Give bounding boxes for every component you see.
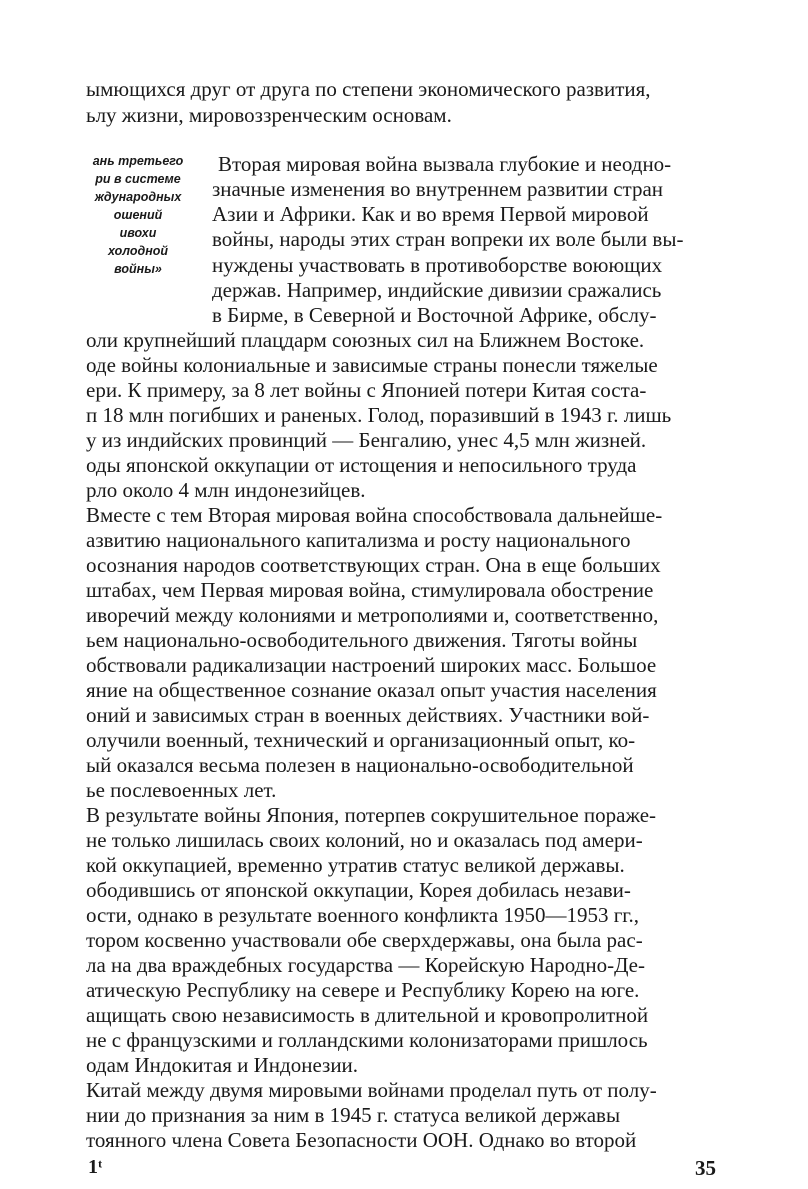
text-line: у из индийских провинций — Бенгалию, унес 4,5 млн жизней. <box>86 428 647 452</box>
text-line: войны, народы этих стран вопреки их воле были вы- <box>212 227 684 251</box>
text-line: оний и зависимых стран в военных действиях. Участники вой- <box>86 703 650 727</box>
text-line: ьлу жизни, мировоззренческим основам. <box>86 103 452 127</box>
text-line: значные изменения во внутреннем развитии стран <box>212 177 664 201</box>
text-line: п 18 млн погибших и раненых. Голод, поразивший в 1943 г. лишь <box>86 403 672 427</box>
sidebar-line: ошений <box>113 208 163 222</box>
text-line: олучили военный, технический и организационный опыт, ко- <box>86 728 636 752</box>
text-line: держав. Например, индийские дивизии сражались <box>212 278 662 302</box>
text-line: ый оказался весьма полезен в национально-освободительной <box>86 753 634 777</box>
text-line: не только лишилась своих колоний, но и оказалась под амери- <box>86 828 643 852</box>
text-line: штабах, чем Первая мировая война, стимулировала обострение <box>86 578 654 602</box>
text-line: оде войны колониальные и зависимые страны понесли тяжелые <box>86 353 658 377</box>
page-number: 35 <box>695 1156 716 1180</box>
text-line: Вторая мировая война вызвала глубокие и неодно- <box>218 152 672 176</box>
footer-mark: 1ᵗ <box>88 1156 103 1178</box>
sidebar-line: войны» <box>114 262 162 276</box>
sidebar-line: ри в системе <box>95 172 181 186</box>
sidebar-line: ань третьего <box>92 154 184 168</box>
text-line: тоянного члена Совета Безопасности ООН. Однако во второй <box>86 1128 637 1152</box>
text-line: осознания народов соответствующих стран. Она в еще больших <box>86 553 661 577</box>
text-line: Китай между двумя мировыми войнами проделал путь от полу- <box>86 1078 657 1102</box>
text-line: не с французскими и голландскими колонизаторами пришлось <box>86 1028 648 1052</box>
text-line: азвитию национального капитализма и росту национального <box>86 528 631 552</box>
text-line: рло около 4 млн индонезийцев. <box>86 478 366 502</box>
text-line: Вместе с тем Вторая мировая война способствовала дальнейше- <box>86 503 663 527</box>
text-line: оли крупнейший плацдарм союзных сил на Ближнем Востоке. <box>86 328 645 352</box>
text-line: оды японской оккупации от истощения и непосильного труда <box>86 453 637 477</box>
text-line: ьем национально-освободительного движения. Тяготы войны <box>86 628 638 652</box>
sidebar-line: ждународных <box>94 190 182 204</box>
text-line: В результате войны Япония, потерпев сокрушительное пораже- <box>86 803 657 827</box>
text-line: одам Индокитая и Индонезии. <box>86 1053 359 1077</box>
text-line: иворечий между колониями и метрополиями и, соответственно, <box>86 603 659 627</box>
text-line: в Бирме, в Северной и Восточной Африке, обслу- <box>212 303 657 327</box>
text-line: ободившись от японской оккупации, Корея добилась незави- <box>86 878 631 902</box>
sidebar-line: холодной <box>107 244 169 258</box>
text-line: атическую Республику на севере и Республику Корею на юге. <box>86 978 640 1002</box>
text-line: тором косвенно участвовали обе сверхдержавы, она была рас- <box>86 928 643 952</box>
text-line: ери. К примеру, за 8 лет войны с Японией потери Китая соста- <box>86 378 647 402</box>
text-line: яние на общественное сознание оказал опыт участия населения <box>86 678 657 702</box>
text-line: ости, однако в результате военного конфликта 1950—1953 гг., <box>86 903 640 927</box>
text-line: ащищать свою независимость в длительной и кровопролитной <box>86 1003 649 1027</box>
text-line: кой оккупацией, временно утратив статус великой державы. <box>86 853 625 877</box>
sidebar-heading <box>74 152 202 278</box>
text-line: ымющихся друг от друга по степени экономического развития, <box>86 77 651 101</box>
text-line: ье послевоенных лет. <box>86 778 277 802</box>
text-line: нии до признания за ним в 1945 г. статуса великой державы <box>86 1103 621 1127</box>
text-line: Азии и Африки. Как и во время Первой мировой <box>212 202 649 226</box>
text-line: обствовали радикализации настроений широких масс. Большое <box>86 653 657 677</box>
text-line: нуждены участвовать в противоборстве воюющих <box>212 253 663 277</box>
sidebar-line: ивохи <box>119 226 157 240</box>
text-line: ла на два враждебных государства — Корейскую Народно-Де- <box>86 953 645 977</box>
